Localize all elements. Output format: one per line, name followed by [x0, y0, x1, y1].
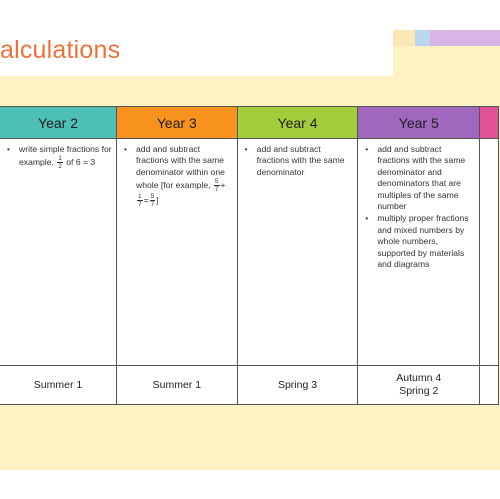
- curriculum-table: [0, 106, 499, 405]
- fraction-denominator: 2: [58, 163, 62, 171]
- term-label: Spring 3: [277, 378, 318, 391]
- terms-row: [0, 366, 499, 405]
- header-year-5: Year 5: [358, 107, 480, 139]
- bullet-text-tail: of 6 = 3: [66, 157, 96, 168]
- plus-sign: +: [220, 179, 226, 190]
- cell-year-3-content: [117, 139, 238, 366]
- decorative-ribbon-purple: [430, 30, 500, 46]
- header-year-2: Year 2: [0, 107, 117, 139]
- cell-year-4-terms: [237, 366, 358, 405]
- cell-year-5-terms: [358, 366, 480, 405]
- fraction-numerator: 1: [58, 155, 62, 163]
- header-year-4: Year 4: [237, 107, 358, 139]
- term-label: Summer 1: [33, 378, 83, 391]
- fraction-denominator: 7: [214, 186, 219, 194]
- term-label: Spring 2: [399, 385, 439, 397]
- bullet-text-tail: ]: [156, 194, 159, 205]
- bullet-text: add and subtract fractions with the same denominator within one whole [for example,: [136, 144, 225, 190]
- term-label: Autumn 4: [396, 372, 442, 384]
- bullet-item: • add and subtract fractions with the same denominator: [257, 144, 354, 178]
- fraction: [57, 155, 63, 170]
- cell-year-2-terms: [0, 366, 117, 405]
- fraction-numerator: 1: [138, 193, 142, 201]
- header-year-3: Year 3: [117, 107, 238, 139]
- bullet-item: • add and subtract fractions with the same denominator and denominators that are multiples of the same number: [377, 144, 475, 212]
- content-row: [0, 139, 499, 366]
- cell-year-4-content: [237, 139, 358, 366]
- fraction-numerator: 5: [150, 193, 155, 201]
- fraction: [150, 193, 159, 209]
- header-year-6-partial: [480, 107, 499, 139]
- header-row: [0, 107, 499, 139]
- slide-title: alculations: [0, 36, 121, 64]
- fraction: [214, 178, 220, 193]
- fraction-denominator: 7: [150, 201, 155, 209]
- decorative-panel: [393, 46, 500, 110]
- cell-year-3-terms: [117, 366, 238, 405]
- fraction-denominator: 7: [138, 201, 142, 209]
- bullet-text: write simple fractions for example,: [19, 144, 112, 168]
- bullet-item: [136, 144, 233, 208]
- cell-year-5-content: [358, 139, 480, 366]
- fraction-numerator: 5: [214, 178, 219, 186]
- bullet-item: • multiply proper fractions and mixed numbers by whole numbers, supported by materials and diagrams: [377, 213, 475, 270]
- term-label: Summer 1: [152, 378, 202, 391]
- fraction: [137, 193, 143, 208]
- cell-year-2-content: [0, 139, 117, 366]
- equals-sign: =: [143, 194, 149, 205]
- decorative-ribbon-cream: [393, 30, 415, 46]
- cell-year-6-terms-partial: [480, 366, 499, 405]
- cell-year-6-partial: [480, 139, 499, 366]
- bullet-item: [19, 144, 112, 170]
